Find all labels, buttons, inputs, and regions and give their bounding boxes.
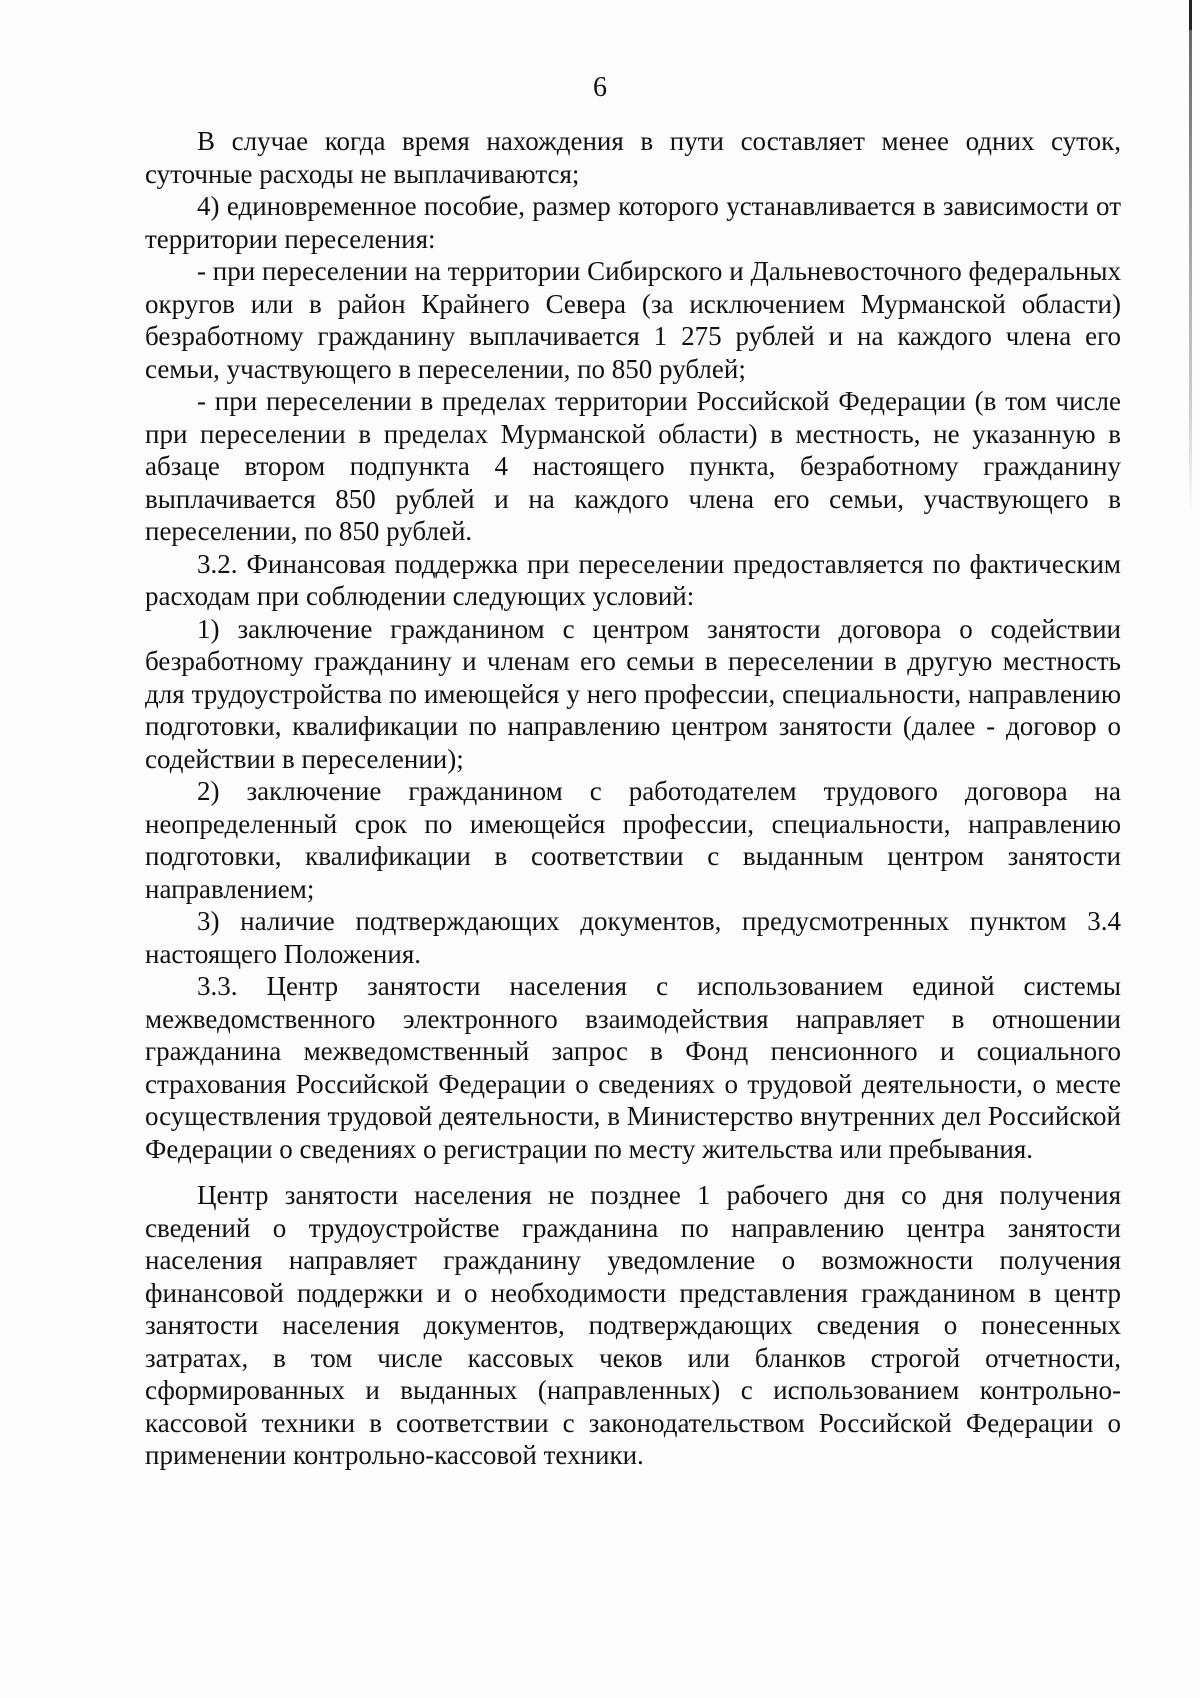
- document-body: [145, 125, 1121, 1472]
- paragraph-condition-2: 2) заключение гражданином с работодателем трудового договора на неопределенный срок по имеющейся профессии, специальности, направлению подготовки, квалификации в соответствии с выданным центром занятости направлением;: [145, 776, 1121, 904]
- page-number: 6: [593, 72, 607, 103]
- paragraph-item-4: 4) единовременное пособие, размер которого устанавливается в зависимости от территории переселения:: [145, 191, 1121, 254]
- paragraph-siberia-far-east: - при переселении на территории Сибирского и Дальневосточного федеральных округов или в район Крайнего Севера (за исключением Мурманской области) безработному гражданину выплачивается 1 275 рублей и на каждого члена его семьи, участвующего в переселении, по 850 рублей;: [145, 256, 1121, 384]
- paragraph-3-2: 3.2. Финансовая поддержка при переселении предоставляется по фактическим расходам при соблюдении следующих условий:: [145, 548, 1121, 611]
- paragraph-3-3: 3.3. Центр занятости населения с использованием единой системы межведомственного электронного взаимодействия направляет в отношении гражданина межведомственный запрос в Фонд пенсионного и социального страхования Российской Федерации о сведениях о трудовой деятельности, о месте осуществления трудовой деятельности, в Министерство внутренних дел Российской Федерации о сведениях о регистрации по месту жительства или пребывания.: [145, 971, 1121, 1164]
- paragraph-travel-time: В случае когда время нахождения в пути составляет менее одних суток, суточные расходы не выплачиваются;: [145, 126, 1121, 189]
- paragraph-condition-3: 3) наличие подтверждающих документов, предусмотренных пунктом 3.4 настоящего Положения.: [145, 906, 1121, 969]
- paragraph-notification: Центр занятости населения не позднее 1 рабочего дня со дня получения сведений о трудоустройстве гражданина по направлению центра занятости населения направляет гражданину уведомление о возможности получения финансовой поддержки и о необходимости представления гражданином в центр занятости населения документов, подтверждающих сведения о понесенных затратах, в том числе кассовых чеков или бланков строгой отчетности, сформированных и выданных (направленных) с использованием контрольно-кассовой техники в соответствии с законодательством Российской Федерации о применении контрольно-кассовой техники.: [145, 1180, 1121, 1470]
- paragraph-within-russia: - при переселении в пределах территории Российской Федерации (в том числе при переселении в пределах Мурманской области) в местность, не указанную в абзаце втором подпункта 4 настоящего пункта, безработному гражданину выплачивается 850 рублей и на каждого члена его семьи, участвующего в переселении, по 850 рублей.: [145, 386, 1121, 546]
- paragraph-condition-1: 1) заключение гражданином с центром занятости договора о содействии безработному гражданину и членам его семьи в переселении в другую местность для трудоустройства по имеющейся у него профессии, специальности, направлению подготовки, квалификации по направлению центром занятости (далее - договор о содействии в переселении);: [145, 613, 1121, 774]
